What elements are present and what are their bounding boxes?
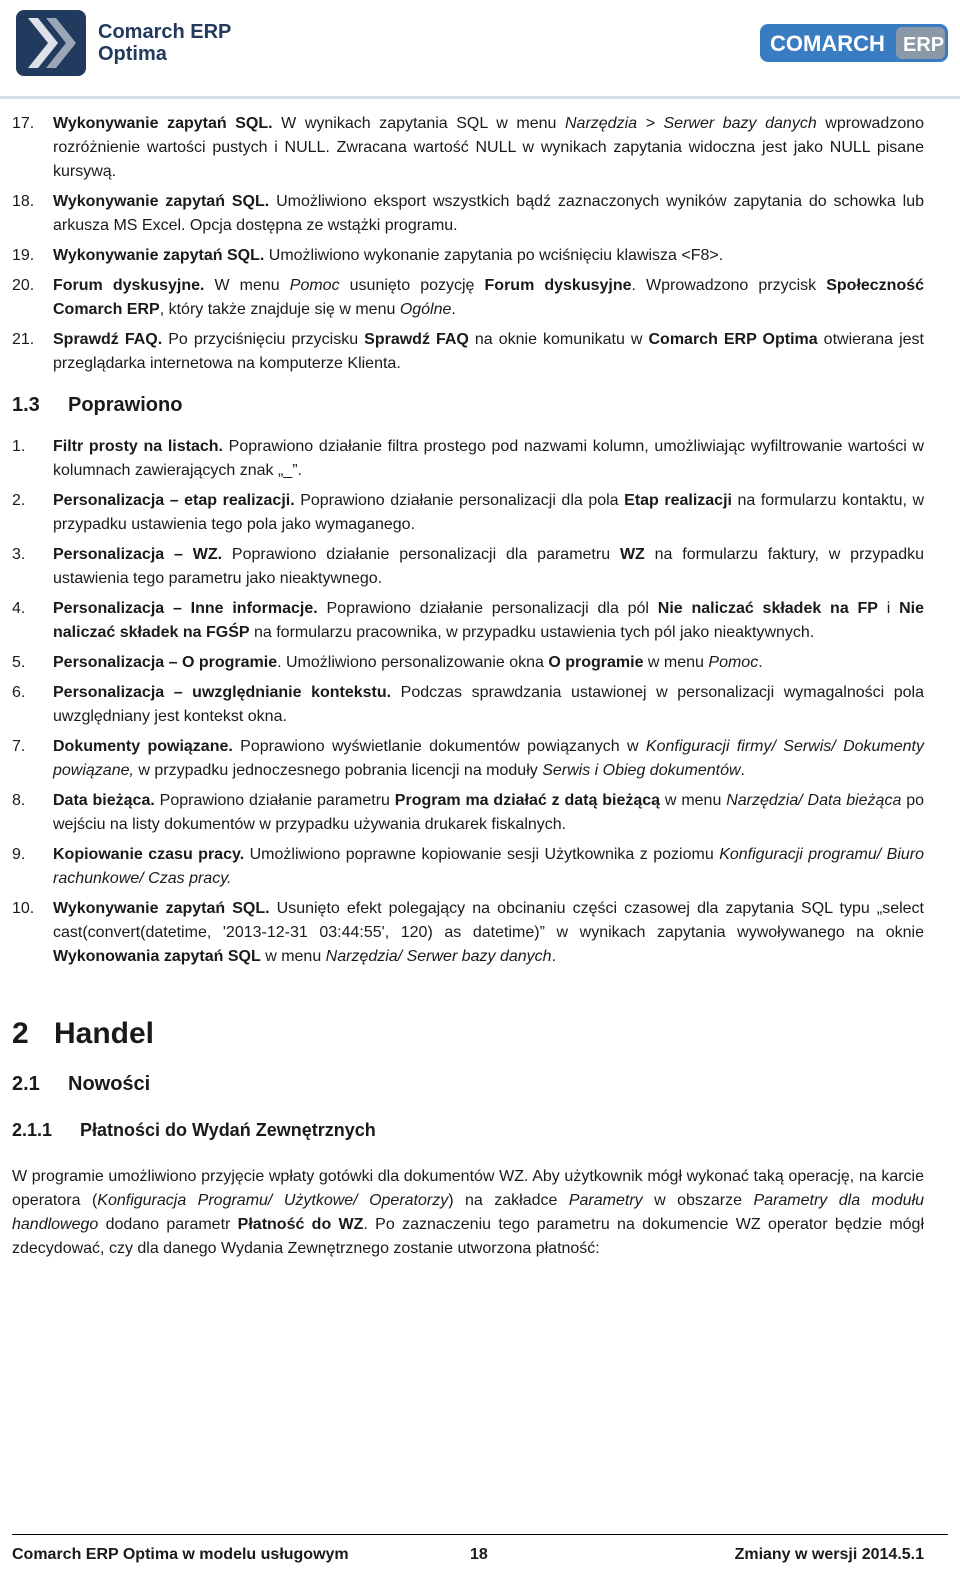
text-run: w obszarze <box>642 1192 754 1209</box>
text-run: Wykonowania zapytań SQL <box>53 948 261 965</box>
text-run: Usunięto efekt polegający na obcinaniu części czasowej dla zapytania SQL typu „select cast(convert(datetime, '2013-12-31 03:44:55', 120) as datetime)” w wynikach zapytania wywoływanego na oknie <box>53 900 924 941</box>
list-item <box>12 651 924 675</box>
text-run: po wejściu na listy dokumentów w przypadku używania drukarek fiskalnych. <box>53 792 925 833</box>
list-item-number: 6. <box>12 684 26 701</box>
list-item-number: 5. <box>12 654 26 671</box>
text-run: Ogólne <box>399 301 452 318</box>
text-run: Poprawiono działanie personalizacji dla pól <box>317 600 658 617</box>
logo-brand: COMARCH <box>770 31 885 56</box>
list-item-number: 2. <box>12 492 26 509</box>
text-run: Narzędzia > Serwer bazy danych <box>564 115 817 132</box>
text-run: Podczas sprawdzania ustawionej w personalizacji wymagalności pola uwzględniany jest kontekst okna. <box>53 684 924 725</box>
text-run: Narzędzia/ Serwer bazy danych <box>325 948 552 965</box>
page-header <box>0 0 960 96</box>
text-run: w menu <box>643 654 709 671</box>
list-item <box>12 435 924 483</box>
text-run: i <box>877 600 900 617</box>
document-body <box>12 112 924 1261</box>
text-run: Forum dyskusyjne. <box>53 277 205 294</box>
text-run: . <box>740 762 745 779</box>
list-item-text <box>53 328 924 376</box>
text-run: na formularzu pracownika, w przypadku ustawienia tych pól jako nieaktywnych. <box>249 624 815 641</box>
text-run: . Po zaznaczeniu tego parametru na dokumencie WZ operator będzie mógł zdecydować, czy dla danego Wydania Zewnętrznego zostanie utworzona płatność: <box>12 1216 925 1257</box>
list-item-text <box>53 489 924 537</box>
list-item-text <box>53 543 924 591</box>
text-run: W programie umożliwiono przyjęcie wpłaty gotówki dla dokumentów WZ. Aby użytkownik mógł wykonać taką operację, na karcie operatora ( <box>12 1168 924 1209</box>
text-run: Pomoc <box>708 654 759 671</box>
list-item <box>12 597 924 645</box>
text-run: . <box>551 948 557 965</box>
list-item <box>12 112 924 184</box>
text-run: Sprawdź FAQ. <box>53 331 163 348</box>
logo-line1: Comarch ERP <box>98 21 232 43</box>
list-item <box>12 789 924 837</box>
header-divider <box>0 96 960 99</box>
text-run: , który także znajduje się w menu <box>159 301 400 318</box>
text-run: Poprawiono działanie filtra prostego pod nazwami kolumn, umożliwiając wyfiltrowanie wartości w kolumnach zawierających znak „_”. <box>53 438 924 479</box>
list-item-text <box>53 112 924 184</box>
text-run: wprowadzono rozróżnienie wartości pustych i NULL. Zwracana wartość NULL w wynikach zapytania widoczna jest jako NULL pisane kursywą. <box>53 115 925 180</box>
text-run: Personalizacja – uwzględnianie kontekstu. <box>53 684 392 701</box>
list-item-number: 3. <box>12 546 26 563</box>
text-run: Konfiguracja Programu/ Użytkowe/ Operatorzy <box>97 1192 449 1209</box>
text-run: Poprawiono działanie personalizacji dla pola <box>294 492 625 509</box>
text-run: W menu <box>204 277 290 294</box>
text-run: na oknie komunikatu w <box>468 331 649 348</box>
text-run: Sprawdź FAQ <box>364 331 469 348</box>
list-item-text <box>53 274 924 322</box>
text-run: ) na zakładce <box>448 1192 569 1209</box>
text-run: Wykonywanie zapytań SQL. <box>53 193 270 210</box>
text-run: na formularzu faktury, w przypadku ustawienia tego parametru jako nieaktywnego. <box>53 546 925 587</box>
text-run: Wykonywanie zapytań SQL. <box>53 247 265 264</box>
text-run: otwierana jest przeglądarka internetowa na komputerze Klienta. <box>53 331 924 372</box>
text-run: Po przyciśnięciu przycisku <box>162 331 365 348</box>
text-run: Program ma działać z datą bieżącą <box>394 792 661 809</box>
text-run: . <box>451 301 456 318</box>
list-item <box>12 843 924 891</box>
footer-version: Zmiany w wersji 2014.5.1 <box>734 1546 924 1563</box>
footer-divider <box>12 1534 948 1535</box>
list-item-number: 17. <box>12 115 35 132</box>
list-item-text <box>53 244 924 268</box>
text-run: Pomoc <box>289 277 340 294</box>
list-item-text <box>53 597 924 645</box>
text-run: Etap realizacji <box>624 492 732 509</box>
text-run: Personalizacja – O programie <box>53 654 278 671</box>
text-run: O programie <box>548 654 644 671</box>
text-run: Poprawiono działanie personalizacji dla parametru <box>222 546 620 563</box>
logo-brand-tag: ERP <box>903 34 945 56</box>
list-item-number: 21. <box>12 331 35 348</box>
text-run: . Umożliwiono personalizowanie okna <box>277 654 549 671</box>
text-run: Wykonywanie zapytań SQL. <box>53 900 270 917</box>
list-item-number: 9. <box>12 846 26 863</box>
text-run: w menu <box>660 792 727 809</box>
text-run: . Wprowadzono przycisk <box>631 277 827 294</box>
list-item-text <box>53 897 924 969</box>
text-run: Personalizacja – etap realizacji. <box>53 492 295 509</box>
text-run: Nie naliczać składek na FP <box>657 600 878 617</box>
list-item-text <box>53 435 924 483</box>
text-run: Konfiguracji firmy/ Serwis/ Dokumenty powiązane, <box>53 738 924 779</box>
list-item-number: 20. <box>12 277 35 294</box>
text-run: Konfiguracji programu/ Biuro rachunkowe/ Czas pracy. <box>53 846 925 887</box>
text-run: na formularzu kontaktu, w przypadku ustawienia tego pola jako wymaganego. <box>53 492 925 533</box>
list-item <box>12 735 924 783</box>
list-changes-continued <box>12 112 924 376</box>
text-run: Personalizacja – WZ. <box>53 546 223 563</box>
text-run: Społeczność Comarch ERP <box>53 277 925 318</box>
comarch-erp-logo <box>760 24 948 62</box>
text-run: W wynikach zapytania SQL w menu <box>272 115 565 132</box>
text-run: WZ <box>619 546 645 563</box>
footer-title: Comarch ERP Optima w modelu usługowym <box>12 1546 349 1563</box>
text-run: Comarch ERP Optima <box>648 331 818 348</box>
paragraph-wz-payments <box>12 1165 924 1261</box>
section-2-1-1-heading: 2.1.1 Płatności do Wydań Zewnętrznych <box>12 1120 376 1140</box>
text-run: Umożliwiono wykonanie zapytania po wciśnięciu klawisza <F8>. <box>264 247 724 264</box>
chapter-2-heading: 2 Handel <box>12 1017 155 1050</box>
text-run: Narzędzia/ Data bieżąca <box>726 792 902 809</box>
section-1-3-heading: 1.3 Poprawiono <box>12 394 183 416</box>
page-footer <box>12 1546 924 1568</box>
list-item-number: 10. <box>12 900 35 917</box>
list-item-number: 4. <box>12 600 26 617</box>
text-run: Umożliwiono eksport wszystkich bądź zaznaczonych wyników zapytania do schowka lub arkusza MS Excel. Opcja dostępna ze wstążki programu. <box>53 193 925 234</box>
text-run: dodano parametr <box>98 1216 238 1233</box>
list-item <box>12 543 924 591</box>
page-number: 18 <box>470 1546 488 1563</box>
list-item-number: 1. <box>12 438 26 455</box>
text-run: Umożliwiono poprawne kopiowanie sesji Użytkownika z poziomu <box>244 846 720 863</box>
logo-line2: Optima <box>98 43 167 65</box>
optima-logo-icon <box>14 8 88 78</box>
text-run: Nie naliczać składek na FGŚP <box>53 600 925 641</box>
list-item-text <box>53 190 924 238</box>
list-item <box>12 897 924 969</box>
list-item-text <box>53 681 924 729</box>
list-item-text <box>53 651 924 675</box>
text-run: Filtr prosty na listach. <box>53 438 223 455</box>
list-item <box>12 190 924 238</box>
text-run: w przypadku jednoczesnego pobrania licencji na moduły <box>133 762 543 779</box>
text-run: Wykonywanie zapytań SQL. <box>53 115 273 132</box>
text-run: Poprawiono działanie parametru <box>154 792 395 809</box>
text-run: Parametry dla modułu handlowego <box>12 1192 925 1233</box>
text-run: w menu <box>260 948 326 965</box>
text-run: Data bieżąca. <box>53 792 155 809</box>
text-run: Poprawiono wyświetlanie dokumentów powiązanych w <box>232 738 646 755</box>
text-run: Płatność do WZ <box>237 1216 364 1233</box>
section-2-1-heading: 2.1 Nowości <box>12 1073 151 1095</box>
text-run: Forum dyskusyjne <box>484 277 632 294</box>
list-item <box>12 274 924 322</box>
list-item-number: 8. <box>12 792 26 809</box>
text-run: Kopiowanie czasu pracy. <box>53 846 245 863</box>
text-run: . <box>758 654 763 671</box>
text-run: Serwis i Obieg dokumentów <box>542 762 741 779</box>
list-item-number: 18. <box>12 193 35 210</box>
list-item <box>12 489 924 537</box>
text-run: Dokumenty powiązane. <box>53 738 233 755</box>
list-item-number: 7. <box>12 738 26 755</box>
list-item-text <box>53 789 924 837</box>
list-item-number: 19. <box>12 247 35 264</box>
list-item <box>12 681 924 729</box>
optima-logo <box>14 8 231 78</box>
list-fixes <box>12 435 924 969</box>
list-item <box>12 328 924 376</box>
list-item-text <box>53 843 924 891</box>
text-run: Personalizacja – Inne informacje. <box>53 600 318 617</box>
text-run: Parametry <box>568 1192 643 1209</box>
list-item <box>12 244 924 268</box>
list-item-text <box>53 735 924 783</box>
text-run: usunięto pozycję <box>339 277 485 294</box>
